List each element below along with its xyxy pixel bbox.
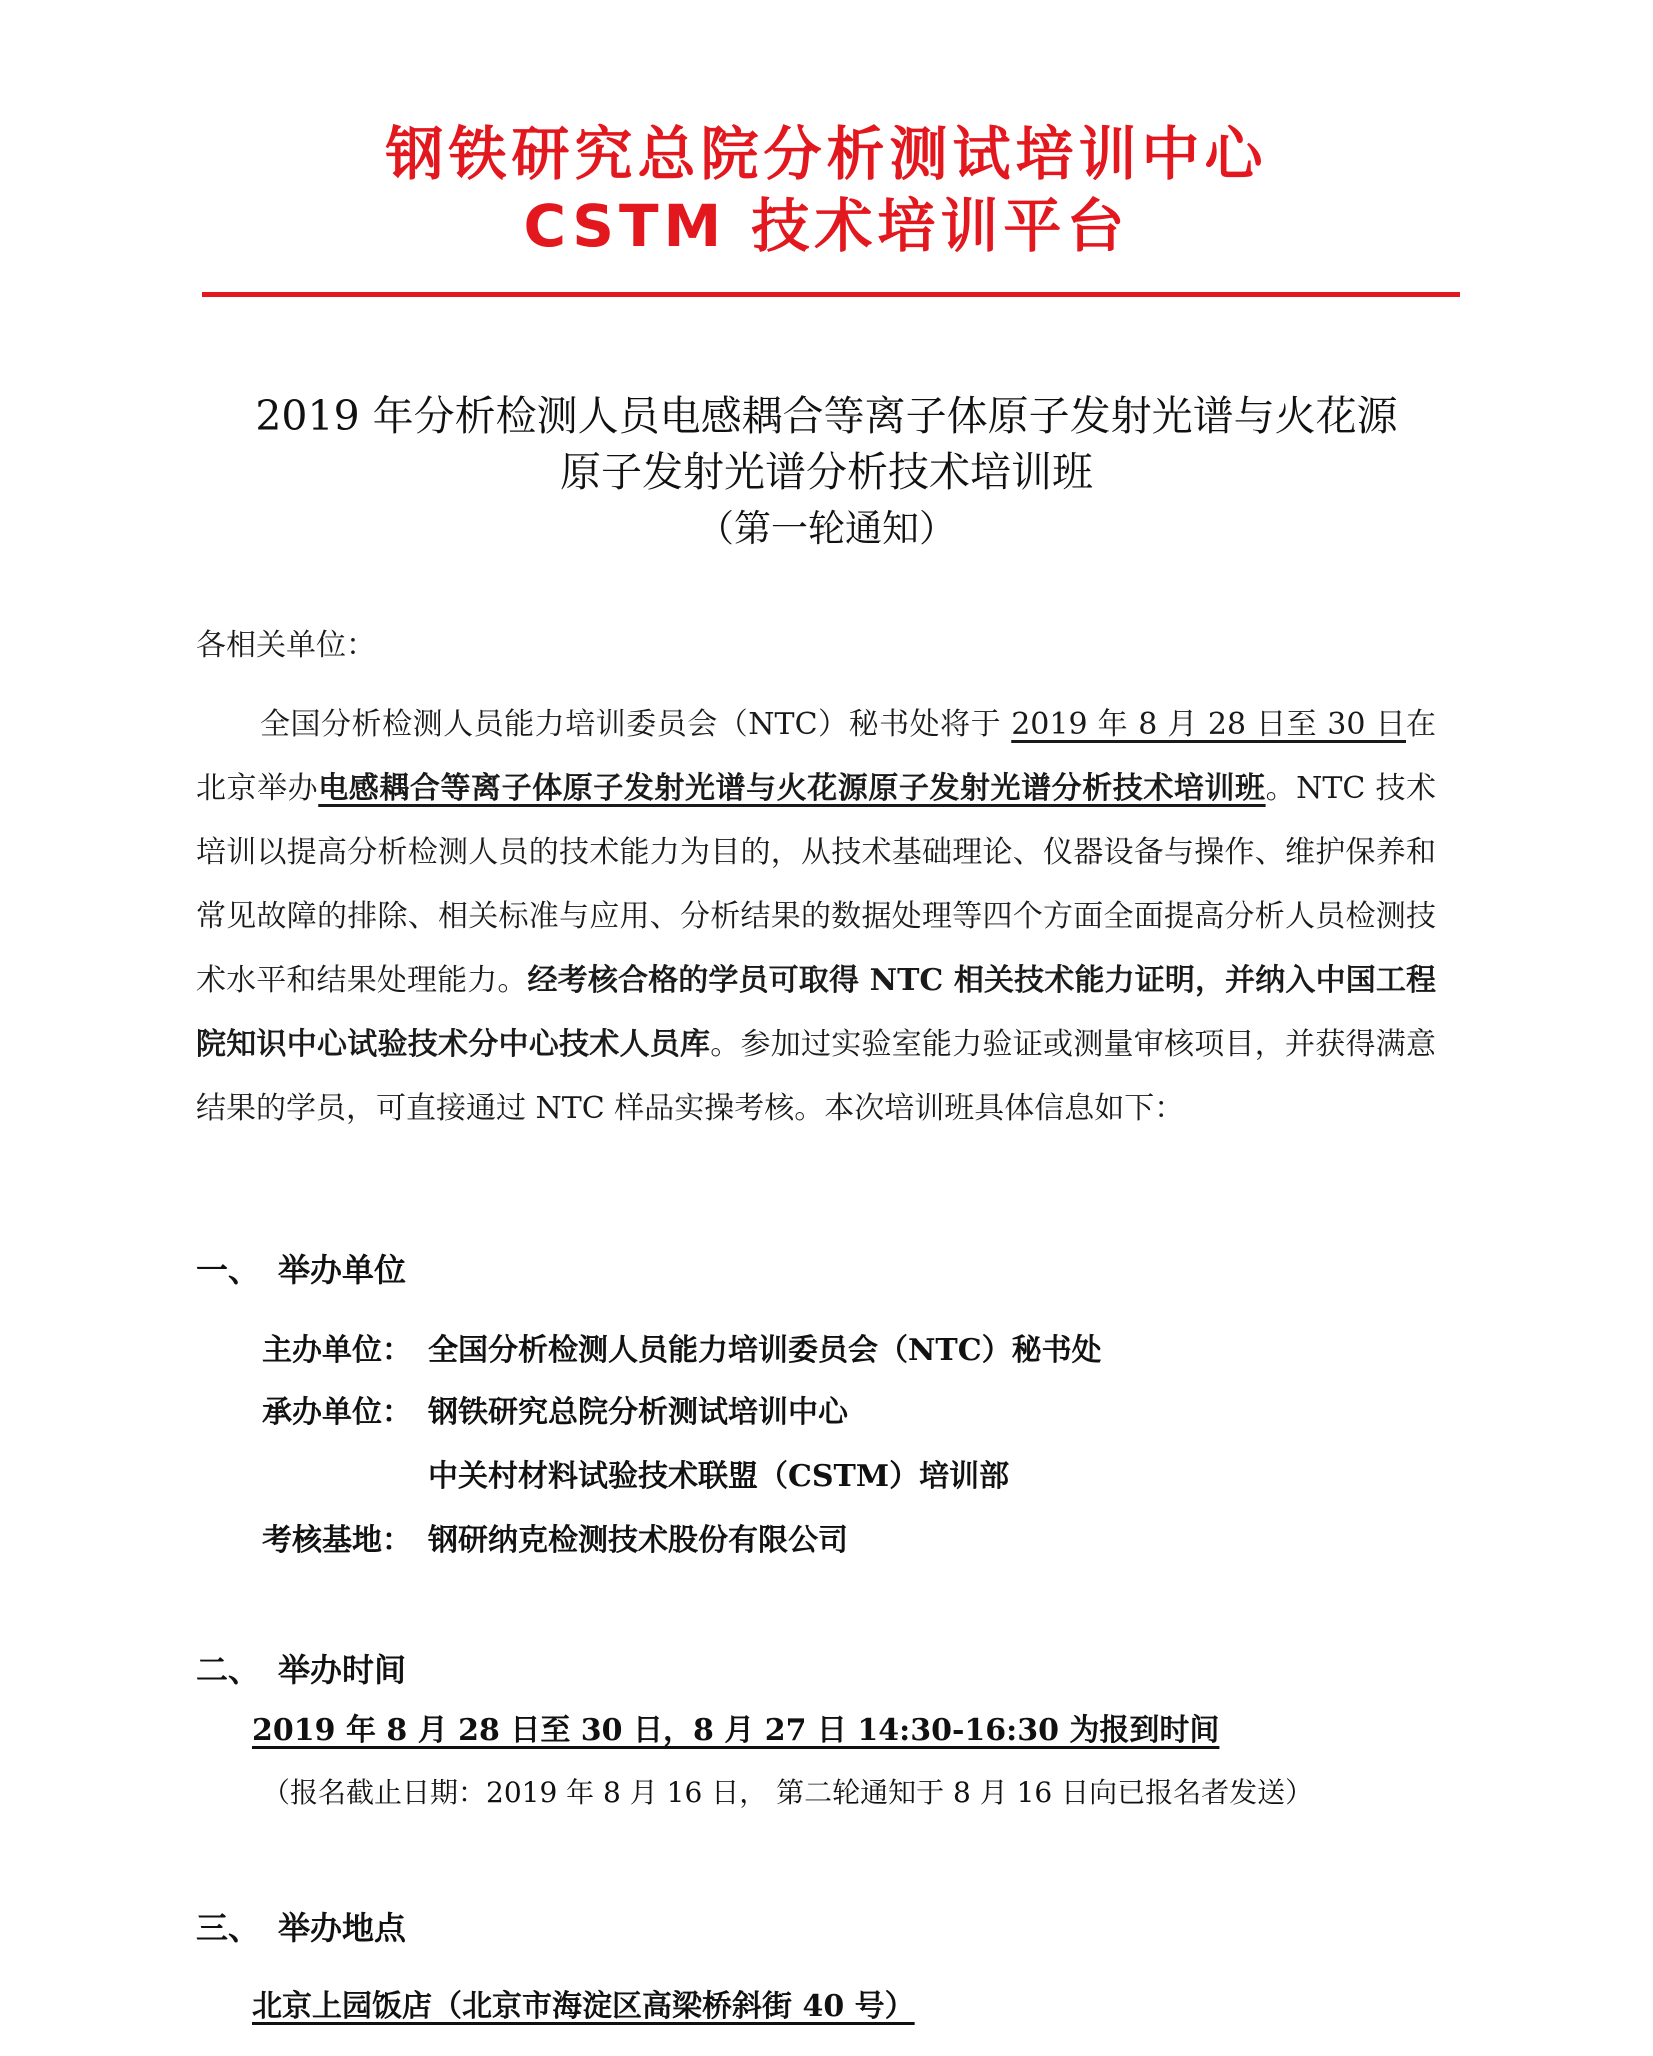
section-title: 举办地点 [278, 1909, 407, 1947]
training-date: 2019 年 8 月 28 日至 30 日 [1011, 707, 1406, 742]
organizer-value: 钢铁研究总院分析测试培训中心 [428, 1395, 848, 1430]
host-value: 全国分析检测人员能力培训委员会（NTC）秘书处 [428, 1333, 1102, 1368]
organizer-row [262, 1395, 848, 1430]
registration-deadline-note: （报名截止日期：2019 年 8 月 16 日， 第二轮通知于 8 月 16 日向已报名者发送） [262, 1776, 1314, 1809]
intro-text-a: 全国分析检测人员能力培训委员会（NTC）秘书处将于 [260, 707, 1012, 742]
doc-subtitle: （第一轮通知） [697, 507, 956, 550]
header-org-name: 钢铁研究总院分析测试培训中心 [385, 120, 1268, 188]
host-label: 主办单位： [262, 1333, 412, 1368]
header-platform-name: CSTM 技术培训平台 [523, 192, 1130, 260]
venue-address: 北京上园饭店（北京市海淀区高梁桥斜街 40 号） [252, 1989, 915, 2024]
host-row [262, 1333, 1102, 1368]
schedule-dates: 2019 年 8 月 28 日至 30 日，8 月 27 日 14:30-16:30 为报到时间 [252, 1713, 1220, 1748]
intro-text-b: 在北京举办 [196, 707, 1436, 806]
organizer-value-2: 中关村材料试验技术联盟（CSTM）培训部 [428, 1459, 1010, 1494]
section-title: 举办单位 [278, 1251, 407, 1289]
organizer-label: 承办单位： [262, 1395, 412, 1430]
course-name: 电感耦合等离子体原子发射光谱与火花源原子发射光谱分析技术培训班 [318, 771, 1266, 806]
section-heading-venue [196, 1909, 407, 1947]
intro-text-c: 。NTC 技术培训以提高分析检测人员的技术能力为目的，从技术基础理论、仪器设备与操作、维护保养和常见故障的排除、相关标准与应用、分析结果的数据处理等四个方面全面提高分析人员检测技术水平和结果处理能力。 [196, 771, 1437, 998]
section-number: 三、 [196, 1909, 261, 1947]
doc-title-line2: 原子发射光谱分析技术培训班 [560, 448, 1093, 496]
certification-note: 经考核合格的学员可取得 NTC 相关技术能力证明，并纳入中国工程院知识中心试验技术分中心技术人员库 [196, 963, 1436, 1062]
section-number: 二、 [196, 1651, 261, 1689]
exam-base-value: 钢研纳克检测技术股份有限公司 [428, 1523, 848, 1558]
section-heading-organizers [196, 1251, 407, 1289]
salutation: 各相关单位： [196, 628, 376, 663]
organizer-row-2 [428, 1459, 1010, 1494]
section-title: 举办时间 [278, 1651, 407, 1689]
intro-paragraph [196, 693, 1436, 1141]
intro-text-d: 。参加过实验室能力验证或测量审核项目，并获得满意结果的学员，可直接通过 NTC 样品实操考核。本次培训班具体信息如下： [196, 1027, 1436, 1126]
exam-base-row [262, 1523, 848, 1558]
doc-title-line1: 2019 年分析检测人员电感耦合等离子体原子发射光谱与火花源 [255, 392, 1398, 440]
section-heading-time [196, 1651, 407, 1689]
exam-base-label: 考核基地： [262, 1523, 412, 1558]
header-divider [202, 292, 1460, 297]
section-number: 一、 [196, 1251, 261, 1289]
